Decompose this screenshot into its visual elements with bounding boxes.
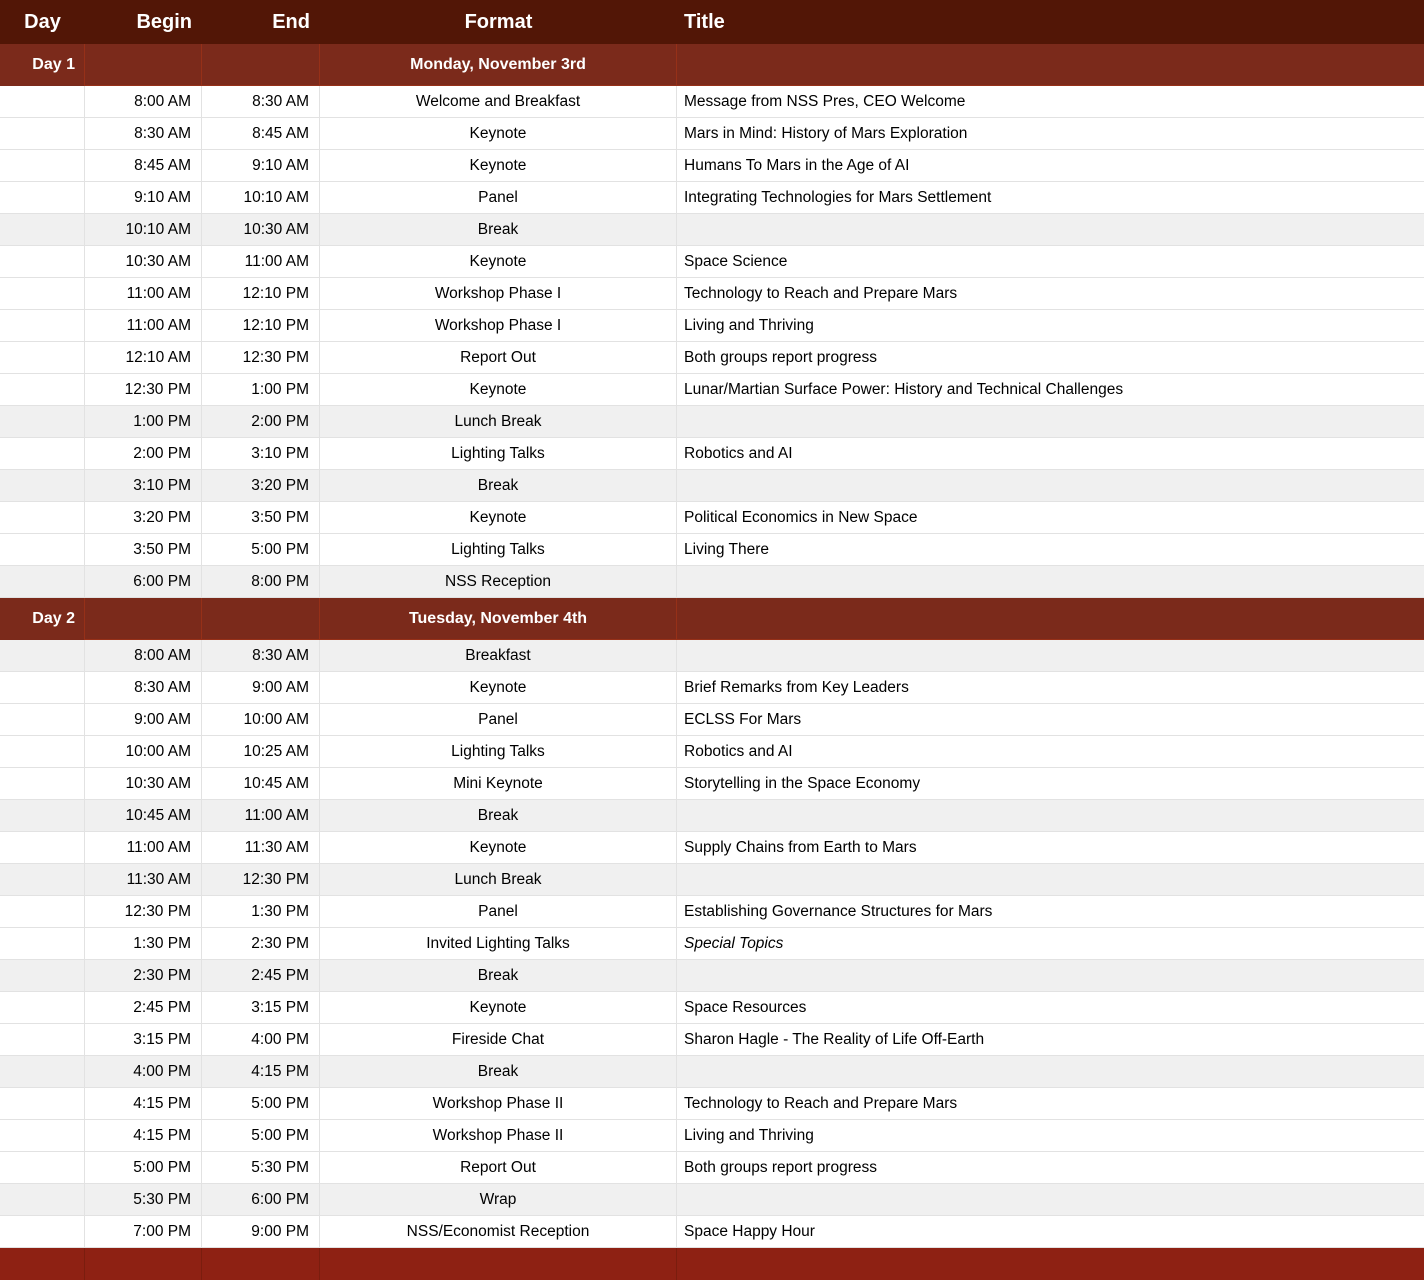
session-title [677, 1056, 1424, 1088]
session-format: Keynote [320, 502, 677, 534]
end-time: 10:30 AM [202, 214, 320, 246]
day-date: Monday, November 3rd [320, 44, 677, 86]
session-row [0, 992, 1424, 1024]
session-format: Wrap [320, 1184, 677, 1216]
session-title [677, 640, 1424, 672]
end-time: 5:30 PM [202, 1152, 320, 1184]
begin-time: 2:30 PM [85, 960, 202, 992]
begin-time: 11:00 AM [85, 310, 202, 342]
session-row [0, 1216, 1424, 1248]
day-cell [0, 704, 85, 736]
session-row [0, 310, 1424, 342]
day-cell [0, 928, 85, 960]
day-cell [0, 86, 85, 118]
end-time: 8:30 AM [202, 640, 320, 672]
day-cell [0, 470, 85, 502]
begin-time: 3:50 PM [85, 534, 202, 566]
end-time: 3:50 PM [202, 502, 320, 534]
begin-time: 8:30 AM [85, 118, 202, 150]
begin-time: 11:30 AM [85, 864, 202, 896]
schedule-body [0, 44, 1424, 1280]
end-time: 2:00 PM [202, 406, 320, 438]
footer-cell [85, 1248, 202, 1280]
session-title: Political Economics in New Space [677, 502, 1424, 534]
session-row [0, 502, 1424, 534]
begin-time: 10:30 AM [85, 246, 202, 278]
begin-time: 12:10 AM [85, 342, 202, 374]
session-row [0, 150, 1424, 182]
day-cell [0, 768, 85, 800]
day-cell [0, 736, 85, 768]
session-format: Break [320, 214, 677, 246]
session-row [0, 406, 1424, 438]
begin-time: 5:00 PM [85, 1152, 202, 1184]
session-format: Mini Keynote [320, 768, 677, 800]
begin-time: 8:00 AM [85, 86, 202, 118]
end-time: 3:10 PM [202, 438, 320, 470]
day-cell [0, 566, 85, 598]
session-format: Keynote [320, 374, 677, 406]
begin-time: 9:00 AM [85, 704, 202, 736]
day-row-spacer [85, 44, 202, 86]
end-time: 10:00 AM [202, 704, 320, 736]
session-format: Lighting Talks [320, 534, 677, 566]
day-row-spacer [677, 44, 1424, 86]
day-cell [0, 1184, 85, 1216]
session-title: Storytelling in the Space Economy [677, 768, 1424, 800]
day-cell [0, 502, 85, 534]
day-label: Day 1 [0, 44, 85, 86]
session-row [0, 960, 1424, 992]
session-title [677, 566, 1424, 598]
begin-time: 10:00 AM [85, 736, 202, 768]
session-row [0, 438, 1424, 470]
day-cell [0, 118, 85, 150]
day-cell [0, 278, 85, 310]
begin-time: 2:00 PM [85, 438, 202, 470]
end-time: 9:00 AM [202, 672, 320, 704]
session-title: Technology to Reach and Prepare Mars [677, 278, 1424, 310]
begin-time: 11:00 AM [85, 278, 202, 310]
session-row [0, 800, 1424, 832]
day-date: Tuesday, November 4th [320, 598, 677, 640]
day-cell [0, 992, 85, 1024]
end-time: 5:00 PM [202, 1120, 320, 1152]
end-time: 9:10 AM [202, 150, 320, 182]
session-format: Keynote [320, 150, 677, 182]
session-title [677, 1184, 1424, 1216]
end-time: 8:00 PM [202, 566, 320, 598]
end-time: 6:00 PM [202, 1184, 320, 1216]
day-row-spacer [85, 598, 202, 640]
day-cell [0, 406, 85, 438]
footer-cell [677, 1248, 1424, 1280]
day-cell [0, 342, 85, 374]
session-title: Robotics and AI [677, 736, 1424, 768]
end-time: 10:25 AM [202, 736, 320, 768]
day-cell [0, 182, 85, 214]
session-title [677, 800, 1424, 832]
day-cell [0, 246, 85, 278]
session-row [0, 736, 1424, 768]
day-cell [0, 896, 85, 928]
session-format: Lighting Talks [320, 438, 677, 470]
day-row-spacer [677, 598, 1424, 640]
session-row [0, 118, 1424, 150]
footer-cell [202, 1248, 320, 1280]
session-row [0, 278, 1424, 310]
session-format: Lighting Talks [320, 736, 677, 768]
session-row [0, 864, 1424, 896]
session-title: Establishing Governance Structures for Mars [677, 896, 1424, 928]
session-row [0, 246, 1424, 278]
begin-time: 6:00 PM [85, 566, 202, 598]
day-cell [0, 1088, 85, 1120]
end-time: 11:00 AM [202, 246, 320, 278]
session-format: Keynote [320, 118, 677, 150]
session-row [0, 214, 1424, 246]
footer-cell [0, 1248, 85, 1280]
session-row [0, 704, 1424, 736]
day-separator-row [0, 598, 1424, 640]
day-cell [0, 150, 85, 182]
end-time: 11:30 AM [202, 832, 320, 864]
day-cell [0, 960, 85, 992]
footer-cell [320, 1248, 677, 1280]
day-cell [0, 310, 85, 342]
begin-time: 4:15 PM [85, 1088, 202, 1120]
end-time: 2:30 PM [202, 928, 320, 960]
column-header-end: End [202, 0, 320, 44]
session-format: Workshop Phase I [320, 278, 677, 310]
session-title: Sharon Hagle - The Reality of Life Off-Earth [677, 1024, 1424, 1056]
end-time: 9:00 PM [202, 1216, 320, 1248]
day-row-spacer [202, 44, 320, 86]
column-header-title: Title [677, 0, 1424, 44]
session-row [0, 470, 1424, 502]
end-time: 4:00 PM [202, 1024, 320, 1056]
begin-time: 8:30 AM [85, 672, 202, 704]
session-title: Space Resources [677, 992, 1424, 1024]
end-time: 4:15 PM [202, 1056, 320, 1088]
end-time: 5:00 PM [202, 534, 320, 566]
session-format: Welcome and Breakfast [320, 86, 677, 118]
session-row [0, 672, 1424, 704]
session-title: Both groups report progress [677, 342, 1424, 374]
session-row [0, 928, 1424, 960]
session-format: Break [320, 1056, 677, 1088]
day-cell [0, 1152, 85, 1184]
session-format: Keynote [320, 672, 677, 704]
session-row [0, 86, 1424, 118]
session-title: Brief Remarks from Key Leaders [677, 672, 1424, 704]
session-row [0, 374, 1424, 406]
begin-time: 3:10 PM [85, 470, 202, 502]
session-format: Break [320, 800, 677, 832]
begin-time: 4:15 PM [85, 1120, 202, 1152]
end-time: 12:10 PM [202, 310, 320, 342]
session-format: Workshop Phase I [320, 310, 677, 342]
begin-time: 5:30 PM [85, 1184, 202, 1216]
session-title: Living and Thriving [677, 310, 1424, 342]
session-title: Supply Chains from Earth to Mars [677, 832, 1424, 864]
session-row [0, 832, 1424, 864]
session-title: Living and Thriving [677, 1120, 1424, 1152]
day-cell [0, 534, 85, 566]
session-title: Message from NSS Pres, CEO Welcome [677, 86, 1424, 118]
session-row [0, 896, 1424, 928]
begin-time: 11:00 AM [85, 832, 202, 864]
session-title: Living There [677, 534, 1424, 566]
session-title: Space Happy Hour [677, 1216, 1424, 1248]
session-format: Keynote [320, 832, 677, 864]
day-cell [0, 640, 85, 672]
session-title [677, 470, 1424, 502]
begin-time: 1:00 PM [85, 406, 202, 438]
end-time: 3:20 PM [202, 470, 320, 502]
end-time: 5:00 PM [202, 1088, 320, 1120]
end-time: 1:00 PM [202, 374, 320, 406]
session-row [0, 534, 1424, 566]
day-cell [0, 374, 85, 406]
day-cell [0, 1024, 85, 1056]
day-cell [0, 1216, 85, 1248]
end-time: 12:10 PM [202, 278, 320, 310]
end-time: 3:15 PM [202, 992, 320, 1024]
day-cell [0, 832, 85, 864]
session-format: Report Out [320, 1152, 677, 1184]
session-row [0, 768, 1424, 800]
session-title: ECLSS For Mars [677, 704, 1424, 736]
day-label: Day 2 [0, 598, 85, 640]
session-row [0, 1120, 1424, 1152]
day-cell [0, 1120, 85, 1152]
session-format: Break [320, 470, 677, 502]
begin-time: 1:30 PM [85, 928, 202, 960]
end-time: 10:45 AM [202, 768, 320, 800]
session-row [0, 1024, 1424, 1056]
session-row [0, 1056, 1424, 1088]
session-title: Mars in Mind: History of Mars Exploration [677, 118, 1424, 150]
day-cell [0, 864, 85, 896]
column-header-day: Day [0, 0, 85, 44]
begin-time: 8:00 AM [85, 640, 202, 672]
session-title: Humans To Mars in the Age of AI [677, 150, 1424, 182]
end-time: 12:30 PM [202, 342, 320, 374]
begin-time: 8:45 AM [85, 150, 202, 182]
end-time: 12:30 PM [202, 864, 320, 896]
session-title: Robotics and AI [677, 438, 1424, 470]
begin-time: 2:45 PM [85, 992, 202, 1024]
session-format: Workshop Phase II [320, 1088, 677, 1120]
session-row [0, 1152, 1424, 1184]
column-header-begin: Begin [85, 0, 202, 44]
begin-time: 10:10 AM [85, 214, 202, 246]
column-header-format: Format [320, 0, 677, 44]
session-format: Panel [320, 704, 677, 736]
begin-time: 3:15 PM [85, 1024, 202, 1056]
day-cell [0, 800, 85, 832]
begin-time: 10:45 AM [85, 800, 202, 832]
session-format: Panel [320, 182, 677, 214]
end-time: 10:10 AM [202, 182, 320, 214]
session-title [677, 406, 1424, 438]
session-title: Lunar/Martian Surface Power: History and Technical Challenges [677, 374, 1424, 406]
session-format: Invited Lighting Talks [320, 928, 677, 960]
day-cell [0, 438, 85, 470]
day-row-spacer [202, 598, 320, 640]
session-format: Panel [320, 896, 677, 928]
begin-time: 4:00 PM [85, 1056, 202, 1088]
session-title [677, 864, 1424, 896]
session-format: Keynote [320, 246, 677, 278]
session-row [0, 640, 1424, 672]
session-row [0, 182, 1424, 214]
session-format: Lunch Break [320, 864, 677, 896]
begin-time: 10:30 AM [85, 768, 202, 800]
session-title: Technology to Reach and Prepare Mars [677, 1088, 1424, 1120]
session-row [0, 342, 1424, 374]
session-format: Breakfast [320, 640, 677, 672]
end-time: 2:45 PM [202, 960, 320, 992]
footer-bar [0, 1248, 1424, 1280]
day-cell [0, 214, 85, 246]
begin-time: 7:00 PM [85, 1216, 202, 1248]
session-format: Keynote [320, 992, 677, 1024]
day-cell [0, 672, 85, 704]
session-title: Integrating Technologies for Mars Settlement [677, 182, 1424, 214]
begin-time: 12:30 PM [85, 374, 202, 406]
session-row [0, 1184, 1424, 1216]
end-time: 8:45 AM [202, 118, 320, 150]
day-separator-row [0, 44, 1424, 86]
begin-time: 9:10 AM [85, 182, 202, 214]
session-format: NSS Reception [320, 566, 677, 598]
end-time: 8:30 AM [202, 86, 320, 118]
session-format: NSS/Economist Reception [320, 1216, 677, 1248]
session-format: Fireside Chat [320, 1024, 677, 1056]
session-title: Space Science [677, 246, 1424, 278]
session-format: Break [320, 960, 677, 992]
day-cell [0, 1056, 85, 1088]
session-row [0, 1088, 1424, 1120]
begin-time: 12:30 PM [85, 896, 202, 928]
session-title: Both groups report progress [677, 1152, 1424, 1184]
begin-time: 3:20 PM [85, 502, 202, 534]
session-title [677, 960, 1424, 992]
session-format: Workshop Phase II [320, 1120, 677, 1152]
session-format: Lunch Break [320, 406, 677, 438]
end-time: 1:30 PM [202, 896, 320, 928]
session-title [677, 214, 1424, 246]
end-time: 11:00 AM [202, 800, 320, 832]
session-format: Report Out [320, 342, 677, 374]
session-title: Special Topics [677, 928, 1424, 960]
session-row [0, 566, 1424, 598]
header-row [0, 0, 1424, 44]
